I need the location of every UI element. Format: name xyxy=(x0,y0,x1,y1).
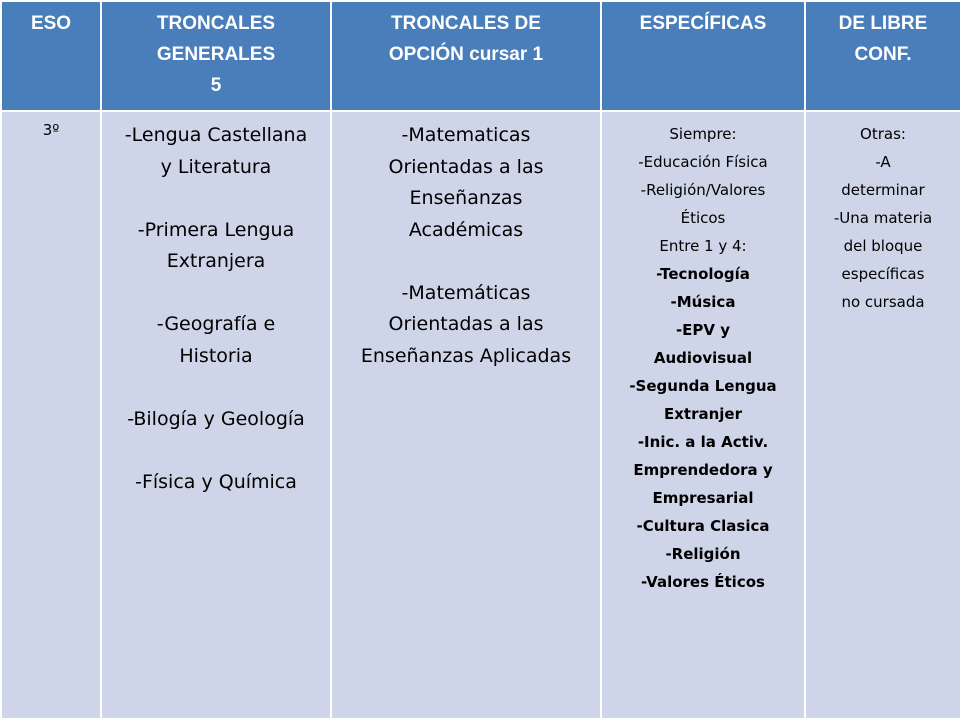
subject-line: -Inic. a la Activ. xyxy=(637,433,769,451)
header-line: CONF. xyxy=(854,44,912,65)
subject-line: del bloque xyxy=(843,237,923,255)
header-line: GENERALES xyxy=(156,44,276,65)
subject-line: -Música xyxy=(670,293,736,311)
subject-line: Siempre: xyxy=(669,125,737,143)
subject-line: -Valores Éticos xyxy=(641,573,765,591)
header-line: DE LIBRE xyxy=(838,13,928,34)
header-line: ESO xyxy=(30,13,72,34)
course-label: 3º xyxy=(42,121,60,139)
subject-line: -Una materia xyxy=(833,209,933,227)
header-line: OPCIÓN cursar 1 xyxy=(388,44,544,65)
header-libre-configuracion xyxy=(805,1,960,111)
header-especificas xyxy=(601,1,805,111)
subject-line: específicas xyxy=(841,265,925,283)
header-troncales-generales xyxy=(101,1,331,111)
subject-line: no cursada xyxy=(841,293,925,311)
subject-line: Historia xyxy=(179,344,253,367)
header-line: 5 xyxy=(210,75,222,96)
subject-line: Extranjer xyxy=(663,405,742,423)
subject-line: Orientadas a las xyxy=(388,313,544,335)
troncales-opcion-cell xyxy=(331,111,601,719)
subject-line: y Literatura xyxy=(160,155,272,178)
subject-line: Empresarial xyxy=(652,489,754,507)
subject-line: -A xyxy=(875,153,891,171)
subject-line: Éticos xyxy=(680,209,726,227)
subject-line: -Tecnología xyxy=(656,265,750,283)
subject-line: Académicas xyxy=(408,218,524,241)
subject-line: -Matemáticas xyxy=(401,281,531,304)
header-troncales-opcion xyxy=(331,1,601,111)
subject-line: -Bilogía y Geología xyxy=(127,407,305,430)
header-line: TRONCALES xyxy=(156,13,276,34)
header-line: ESPECÍFICAS xyxy=(639,13,767,34)
subject-line: -Lengua Castellana xyxy=(124,124,308,146)
subject-line: Extranjera xyxy=(166,250,266,272)
subject-line: -Segunda Lengua xyxy=(629,377,777,395)
libre-configuracion-cell xyxy=(805,111,960,719)
subject-line: -Religión xyxy=(665,545,741,563)
subject-line: -Matematicas xyxy=(401,124,531,146)
header-eso xyxy=(1,1,101,111)
especificas-cell xyxy=(601,111,805,719)
subject-line: Entre 1 y 4: xyxy=(659,237,747,255)
subject-line: Audiovisual xyxy=(653,349,753,367)
header-row xyxy=(1,1,960,111)
subject-line: -Física y Química xyxy=(135,470,297,493)
subject-line: -Primera Lengua xyxy=(137,218,295,241)
subject-line: determinar xyxy=(841,181,925,199)
troncales-generales-cell xyxy=(101,111,331,719)
subject-line: -Educación Física xyxy=(638,153,768,171)
subject-line: -EPV y xyxy=(675,321,731,339)
subject-line: -Religión/Valores xyxy=(640,181,766,199)
course-row xyxy=(1,111,960,719)
course-cell xyxy=(1,111,101,719)
subject-line: Orientadas a las xyxy=(388,155,544,178)
subject-line: Enseñanzas Aplicadas xyxy=(360,344,572,367)
header-line: TRONCALES DE xyxy=(391,13,541,34)
subject-line: Otras: xyxy=(860,125,906,143)
subject-line: Enseñanzas xyxy=(409,187,523,209)
subject-line: Emprendedora y xyxy=(633,461,773,479)
subject-line: -Geografía e xyxy=(156,313,276,335)
subject-line: -Cultura Clasica xyxy=(636,517,770,535)
